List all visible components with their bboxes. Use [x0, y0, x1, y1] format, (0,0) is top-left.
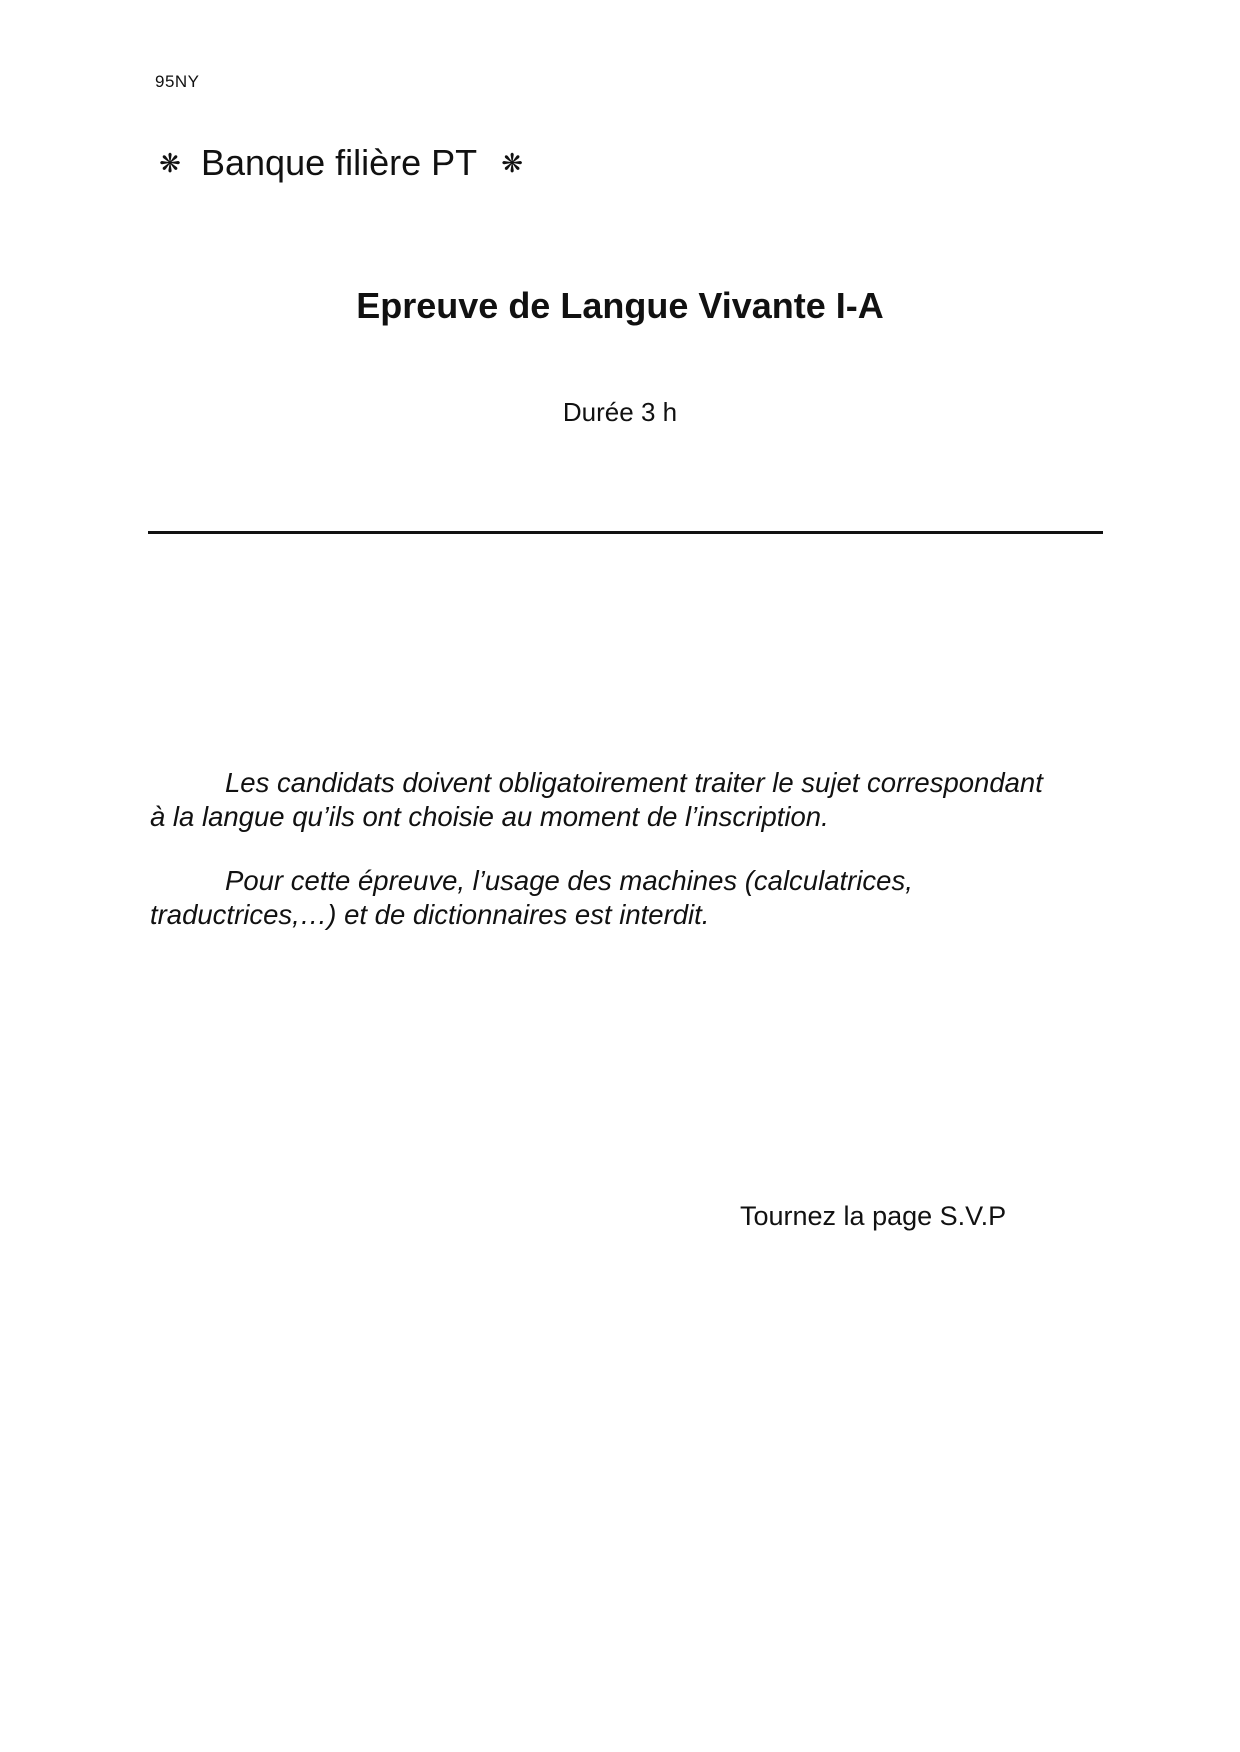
document-code: 95NY — [155, 72, 200, 91]
instruction-line: Les candidats doivent obligatoirement traiter le sujet correspondant — [225, 767, 1043, 798]
bank-label: Banque filière PT — [201, 142, 478, 183]
exam-title: Epreuve de Langue Vivante I-A — [356, 285, 884, 326]
instruction-line: Pour cette épreuve, l’usage des machines (calculatrices, — [225, 865, 913, 896]
instructions-block — [150, 766, 1110, 962]
instruction-line: traductrices,…) et de dictionnaires est interdit. — [150, 899, 710, 930]
turn-page-note: Tournez la page S.V.P — [740, 1201, 1007, 1231]
instruction-line: à la langue qu’ils ont choisie au moment de l’inscription. — [150, 801, 829, 832]
snowflake-star-icon: ❋ — [159, 147, 181, 178]
horizontal-rule — [148, 531, 1103, 534]
snowflake-star-icon: ❋ — [501, 147, 524, 178]
instruction-paragraph — [150, 766, 1110, 834]
exam-duration: Durée 3 h — [562, 397, 678, 427]
instruction-paragraph — [150, 864, 1110, 932]
bank-header — [155, 142, 527, 184]
